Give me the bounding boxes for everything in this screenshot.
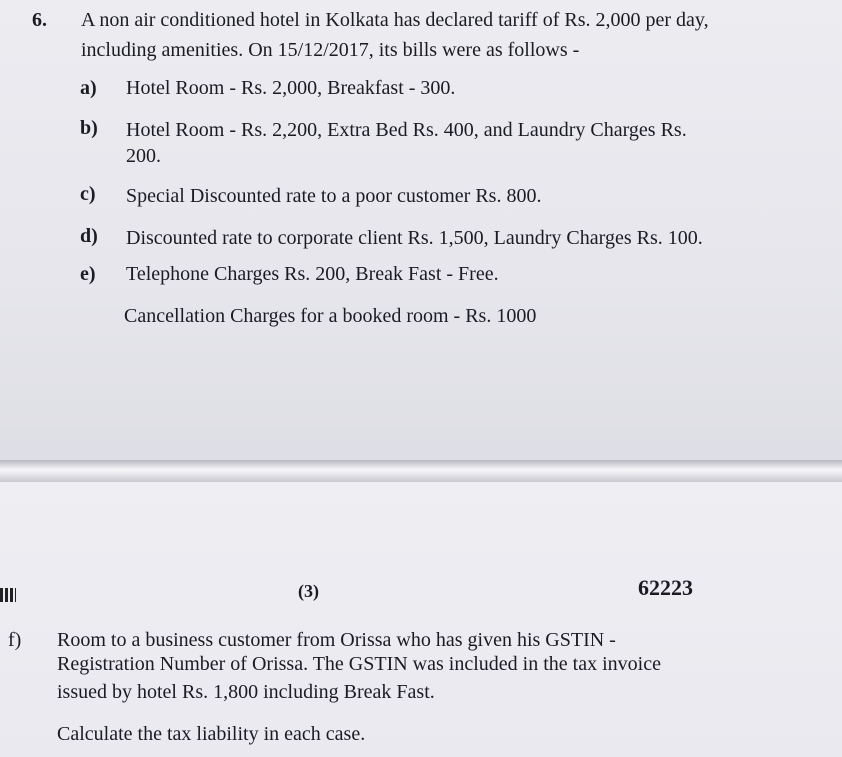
page-number: (3) (298, 581, 319, 601)
item-label-c: c) (80, 183, 96, 205)
question-intro-line-1: A non air conditioned hotel in Kolkata has declared tariff of Rs. 2,000 per day, (81, 9, 709, 31)
item-d-line-1: Discounted rate to corporate client Rs. 1,500, Laundry Charges Rs. 100. (126, 227, 703, 249)
item-b-line-2: 200. (126, 145, 161, 167)
item-b-line-1: Hotel Room - Rs. 2,200, Extra Bed Rs. 400, and Laundry Charges Rs. (126, 119, 687, 141)
item-f-line-3: issued by hotel Rs. 1,800 including Break Fast. (57, 681, 435, 703)
question-intro-line-2: including amenities. On 15/12/2017, its bills were as follows - (81, 39, 580, 61)
item-c-line-1: Special Discounted rate to a poor customer Rs. 800. (126, 185, 542, 207)
item-label-e: e) (80, 263, 96, 285)
barcode-marks (0, 588, 16, 602)
item-a-line-1: Hotel Room - Rs. 2,000, Breakfast - 300. (126, 77, 456, 99)
bleed-through-text (600, 38, 605, 59)
page-lower (0, 482, 842, 757)
item-label-d: d) (80, 225, 98, 247)
paper-code: 62223 (638, 575, 693, 600)
page-fold (0, 460, 842, 482)
instruction-text: Calculate the tax liability in each case. (57, 723, 366, 745)
item-f-line-1: Room to a business customer from Orissa who has given his GSTIN - (57, 629, 616, 651)
item-e-line-1: Telephone Charges Rs. 200, Break Fast - Free. (126, 263, 499, 285)
item-label-a: a) (80, 77, 97, 99)
question-number: 6. (32, 9, 47, 31)
item-label-b: b) (80, 117, 98, 139)
item-e-line-2: Cancellation Charges for a booked room - Rs. 1000 (124, 305, 537, 327)
item-label-f: f) (8, 629, 22, 651)
item-f-line-2: Registration Number of Orissa. The GSTIN was included in the tax invoice (57, 653, 661, 675)
